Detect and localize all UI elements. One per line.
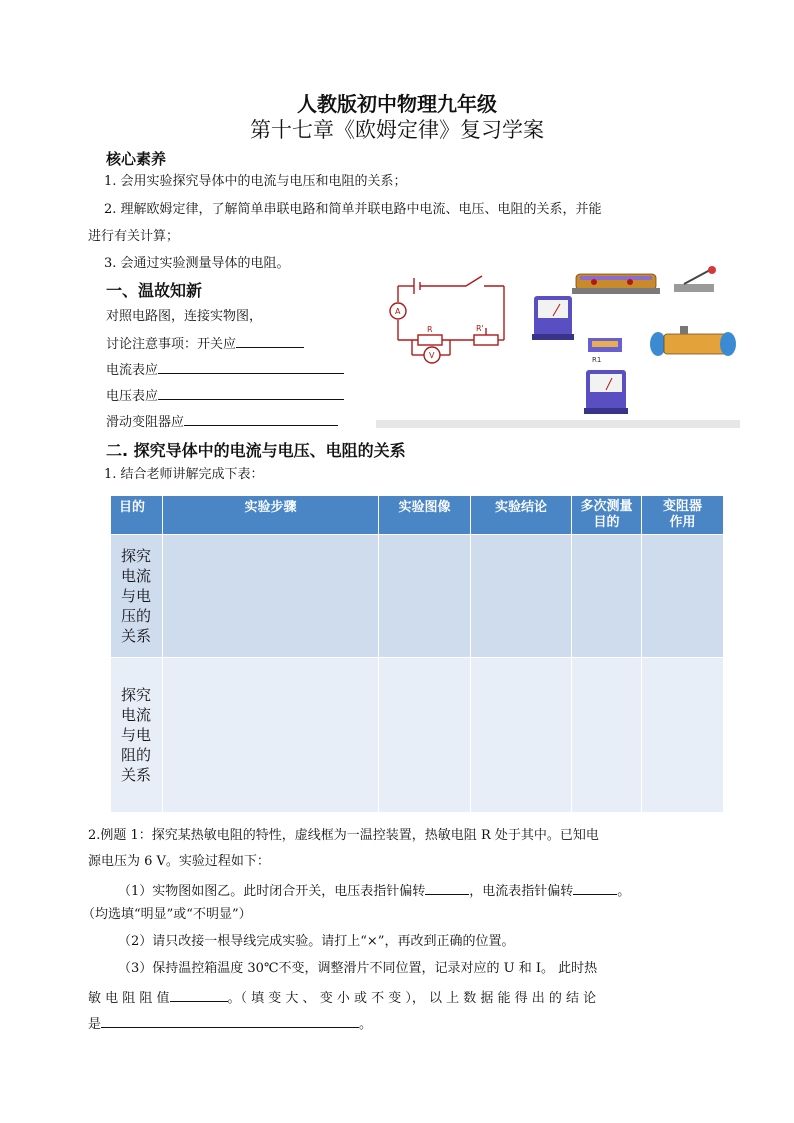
table-header-row: [111, 496, 724, 535]
switch-blank[interactable]: [236, 334, 304, 348]
question-1-note: （均选填“明显”或“不明显”）: [82, 907, 252, 922]
q3-blank-conclusion[interactable]: [101, 1014, 359, 1028]
circuit-diagram: [390, 276, 504, 363]
section1-line-2: [106, 334, 304, 354]
row1-graph-cell[interactable]: [379, 535, 471, 658]
row1-steps-cell[interactable]: [163, 535, 379, 658]
section1-line-1: 对照电路图，连接实物图，: [106, 309, 263, 324]
q1-text-c: 。: [617, 884, 631, 899]
row1-conclusion-cell[interactable]: [471, 535, 572, 658]
th-purpose: 目的: [111, 496, 163, 535]
row1-multi-cell[interactable]: [572, 535, 642, 658]
switch-label: 讨论注意事项：开关应: [106, 337, 237, 352]
row1-rheostat-cell[interactable]: [642, 535, 724, 658]
core-item-1: 1. 会用实验探究导体中的电流与电压和电阻的关系；: [104, 174, 407, 189]
r1-letter: R1: [592, 356, 602, 364]
q1-text-b: ，电流表指针偏转: [469, 884, 574, 899]
q3-text-e: 。: [359, 1017, 373, 1032]
row1-purpose: 探究 电流 与电 压的 关系: [111, 535, 163, 658]
section2-heading: 二. 探究导体中的电流与电压、电阻的关系: [106, 441, 406, 460]
core-item-2-cont: 进行有关计算；: [88, 229, 180, 244]
q1-blank-ammeter[interactable]: [573, 881, 617, 895]
th-conclusion: 实验结论: [471, 496, 572, 535]
core-item-3: 3. 会通过实验测量导体的电阻。: [104, 256, 290, 271]
th-steps: 实验步骤: [163, 496, 379, 535]
q1-blank-voltmeter[interactable]: [425, 881, 469, 895]
rheostat-device-bottom: [650, 326, 736, 356]
row2-steps-cell[interactable]: [163, 658, 379, 813]
switch-device: [674, 266, 716, 292]
resistor-device: [588, 338, 622, 364]
question-2: （2）请只改接一根导线完成实验。请打上“×”，再改到正确的位置。: [118, 934, 515, 949]
th-graph: 实验图像: [379, 496, 471, 535]
table-row: [111, 535, 724, 658]
row2-rheostat-cell[interactable]: [642, 658, 724, 813]
rheostat-device-top: [572, 274, 660, 294]
resistor-symbol: [418, 335, 442, 345]
circuit-figure: [376, 258, 740, 428]
row2-conclusion-cell[interactable]: [471, 658, 572, 813]
question-3-line-1: （3）保持温控箱温度 30℃不变，调整滑片不同位置，记录对应的 U 和 I。 此时热: [118, 961, 598, 976]
figure-bottom-rule: [376, 420, 740, 428]
ammeter-label: 电流表应: [106, 363, 159, 378]
question-3-line-3: [88, 1014, 372, 1034]
row2-multi-cell[interactable]: [572, 658, 642, 813]
core-heading: 核心素养: [106, 150, 167, 168]
page-title: 人教版初中物理九年级: [297, 92, 497, 116]
ammeter-letter: A: [395, 307, 401, 316]
row2-graph-cell[interactable]: [379, 658, 471, 813]
section2-intro: 1. 结合老师讲解完成下表：: [104, 467, 264, 482]
section1-line-5: [106, 412, 338, 432]
example-line-1: 2.例题 1：探究某热敏电阻的特性，虚线框为一温控装置，热敏电阻 R 处于其中。已知电: [88, 828, 599, 843]
q1-text-a: （1）实物图如图乙。此时闭合开关，电压表指针偏转: [118, 884, 426, 899]
ammeter-device: [532, 296, 574, 340]
resistor-letter: R: [427, 325, 433, 334]
q3-text-c: 。（ 填 变 大 、 变 小 或 不 变 ）， 以 上 数 据 能 得 出 的 结 论: [227, 991, 597, 1006]
switch-blade: [466, 276, 482, 286]
circuit-figure-svg: [376, 258, 740, 428]
rheostat-letter: R': [476, 324, 484, 333]
table-row: [111, 658, 724, 813]
voltmeter-device: [584, 370, 628, 414]
row2-purpose: 探究 电流 与电 阻的 关系: [111, 658, 163, 813]
voltmeter-letter: V: [429, 351, 435, 360]
question-3-line-2: [88, 988, 596, 1008]
core-item-2: 2. 理解欧姆定律，了解简单串联电路和简单并联电路中电流、电压、电阻的关系，并能: [104, 202, 602, 217]
q3-blank-resistance[interactable]: [170, 988, 228, 1002]
question-1: [118, 881, 630, 901]
section1-line-3: [106, 360, 344, 380]
experiment-table: [110, 495, 724, 813]
th-rheostat-role: 变阻器 作用: [642, 496, 724, 535]
rheostat-symbol: [474, 335, 498, 345]
q3-text-b: 敏 电 阻 阻 值: [88, 991, 170, 1006]
example-line-2: 源电压为 6 V。实验过程如下：: [88, 854, 270, 869]
voltmeter-label: 电压表应: [106, 389, 159, 404]
rheostat-blank[interactable]: [184, 412, 338, 426]
section1-line-4: [106, 386, 344, 406]
rheostat-label: 滑动变阻器应: [106, 415, 185, 430]
voltmeter-blank[interactable]: [158, 386, 344, 400]
q3-text-d: 是: [88, 1017, 102, 1032]
ammeter-blank[interactable]: [158, 360, 344, 374]
section1-heading: 一、温故知新: [106, 281, 203, 300]
page-subtitle: 第十七章《欧姆定律》复习学案: [250, 118, 544, 142]
th-multiple-measurements: 多次测量 目的: [572, 496, 642, 535]
